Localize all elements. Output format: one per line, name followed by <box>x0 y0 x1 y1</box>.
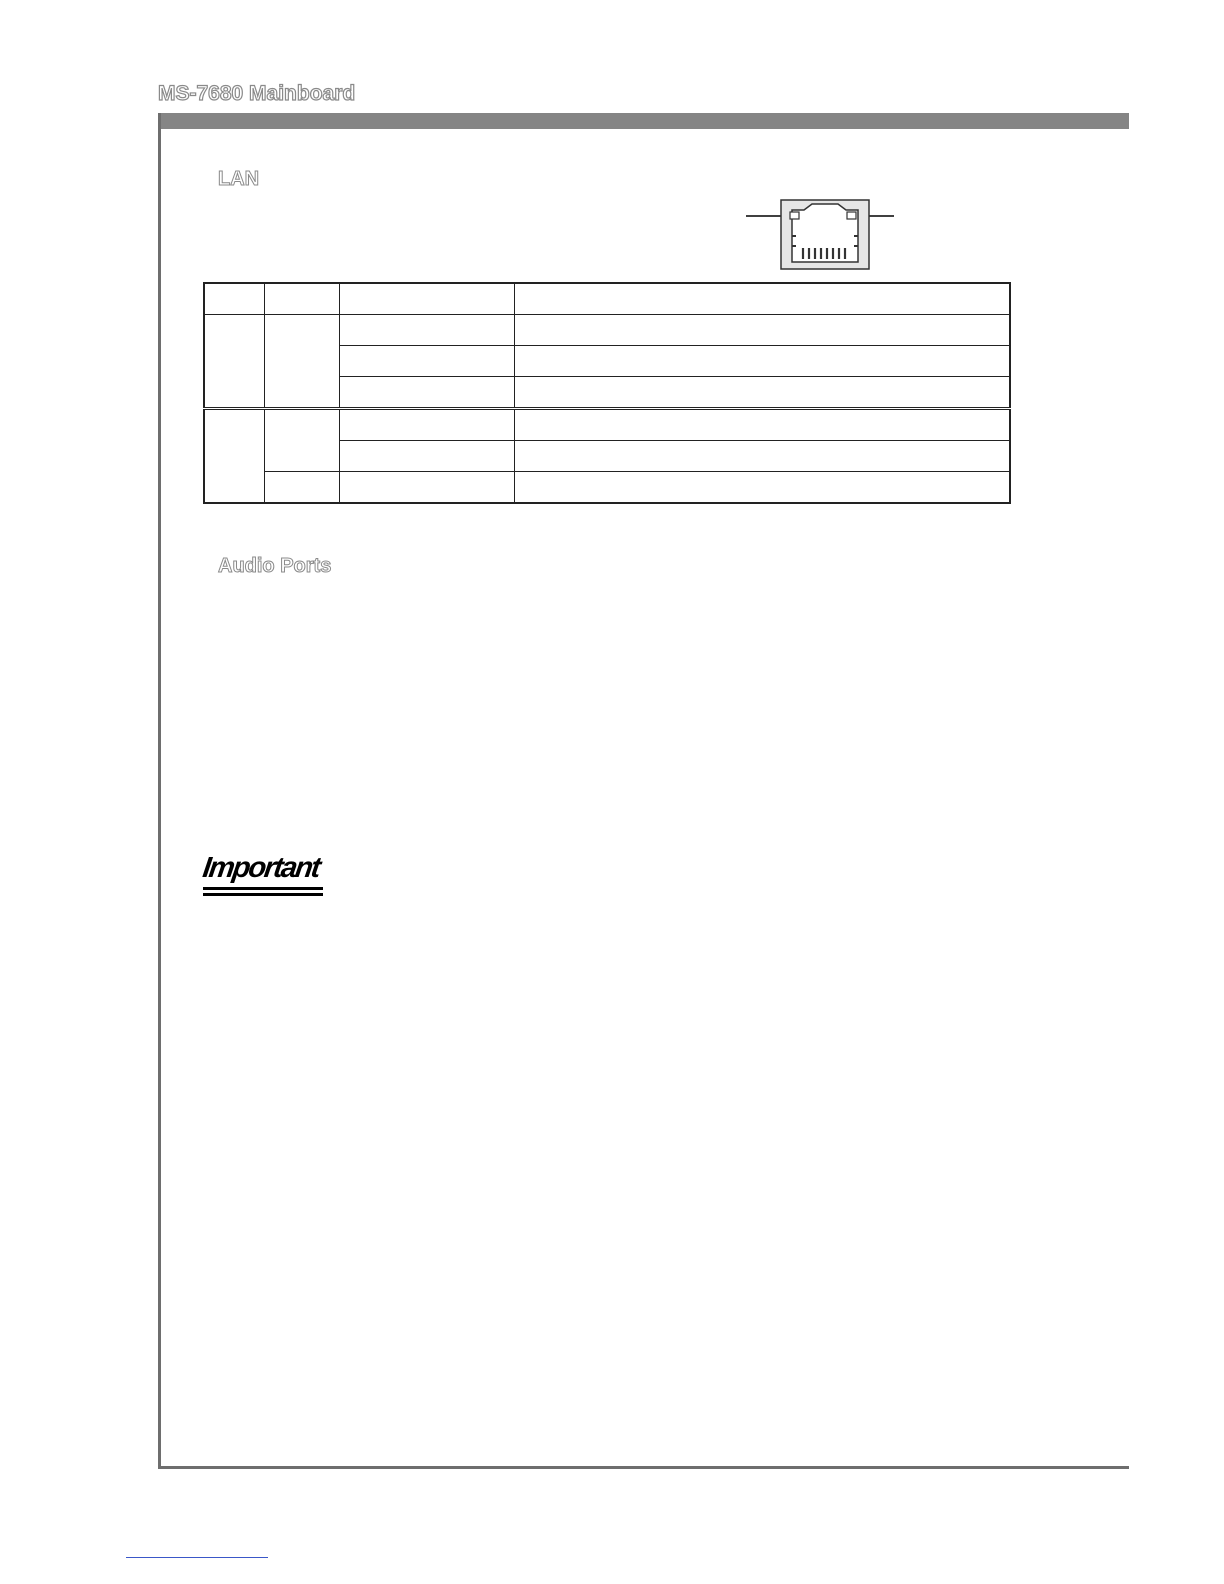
audio-ports-section-heading: Audio Ports <box>218 555 332 577</box>
table-cell <box>264 315 339 409</box>
table-cell <box>514 315 1010 346</box>
table-cell <box>514 377 1010 409</box>
table-cell <box>514 346 1010 377</box>
table-cell <box>514 441 1010 472</box>
footer-link-underline[interactable] <box>126 1557 268 1558</box>
table-cell <box>339 377 514 409</box>
table-row <box>204 409 1010 441</box>
important-notice-badge <box>200 852 323 898</box>
table-row <box>204 472 1010 504</box>
table-cell <box>514 409 1010 441</box>
table-cell <box>204 315 264 409</box>
table-cell <box>339 441 514 472</box>
important-label: Important <box>200 852 322 884</box>
bottom-rule <box>158 1466 1129 1469</box>
table-cell <box>204 409 264 504</box>
page-header-title: MS-7680 Mainboard <box>158 82 356 105</box>
table-row <box>204 315 1010 346</box>
table-cell <box>514 283 1010 315</box>
table-cell <box>264 409 339 472</box>
lan-led-table <box>203 282 1011 504</box>
table-cell <box>339 409 514 441</box>
lan-section-heading: LAN <box>218 168 260 190</box>
table-cell <box>339 283 514 315</box>
header-bar <box>158 113 1129 129</box>
table-cell <box>339 346 514 377</box>
table-cell <box>264 472 339 504</box>
lan-port-icon <box>742 198 902 272</box>
underline-rule <box>203 893 323 896</box>
table-cell <box>339 315 514 346</box>
table-cell <box>339 472 514 504</box>
table-header-row <box>204 283 1010 315</box>
table-cell <box>264 283 339 315</box>
table-cell <box>204 283 264 315</box>
left-margin-rule <box>158 113 161 1469</box>
underline-rule <box>203 887 323 890</box>
table-cell <box>514 472 1010 504</box>
